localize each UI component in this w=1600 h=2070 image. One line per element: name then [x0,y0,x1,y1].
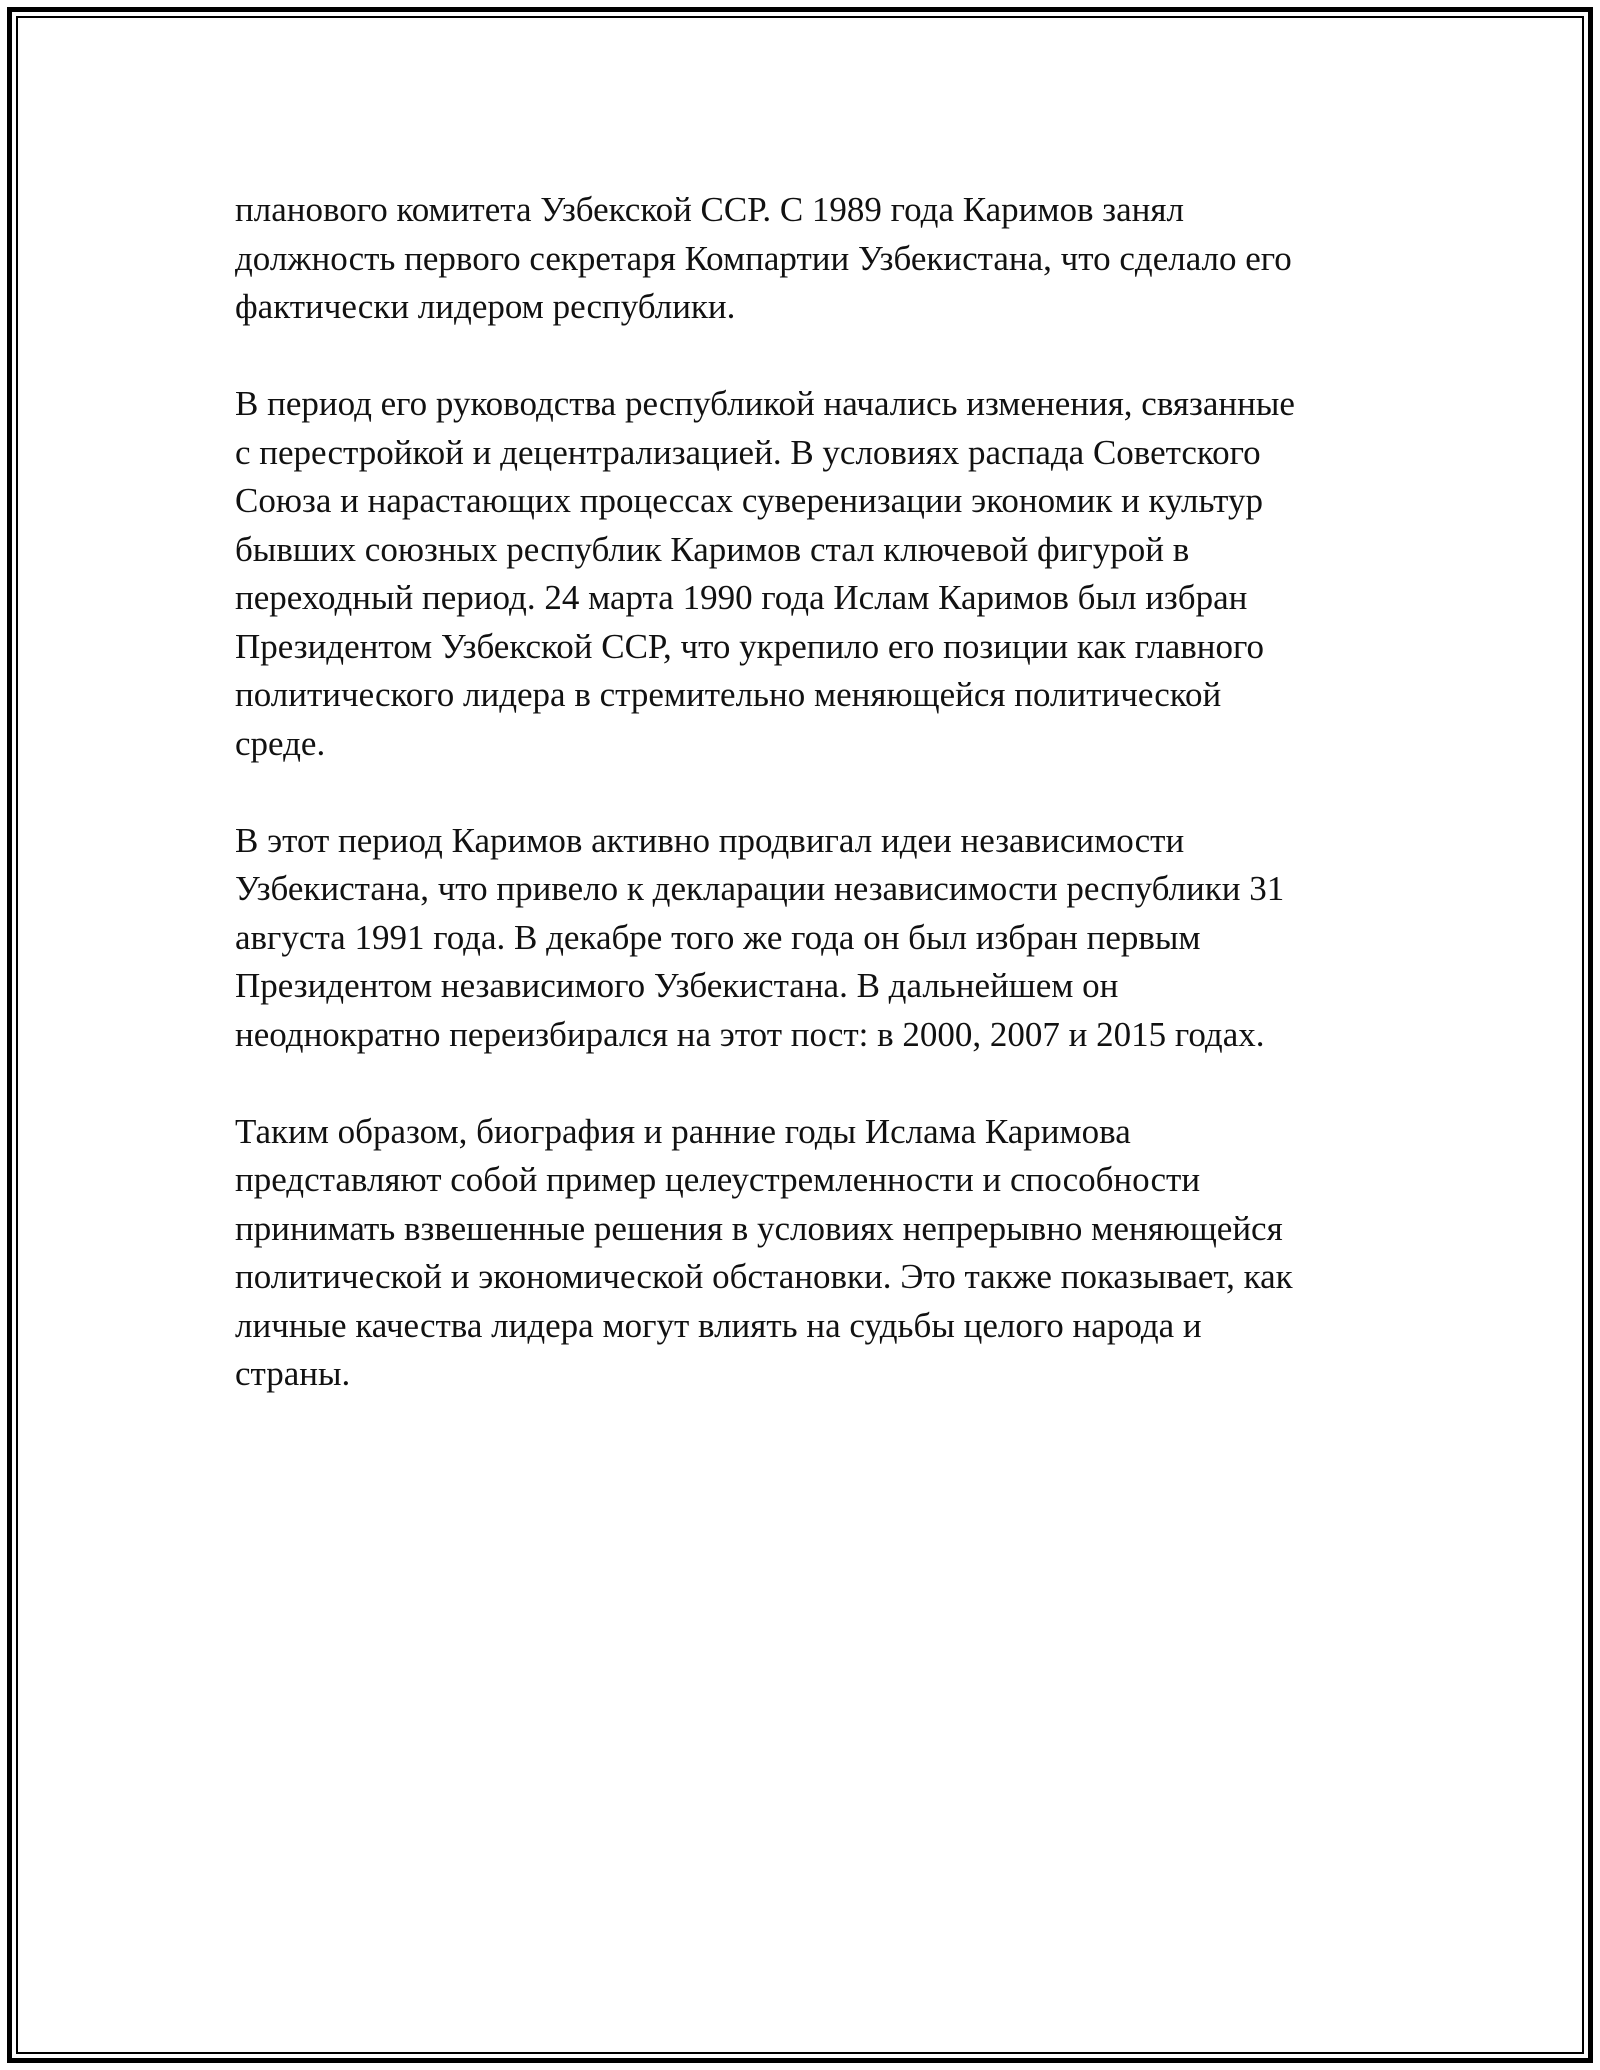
paragraph-3: В этот период Каримов активно продвигал идеи независимости Узбекистана, что привело к декларации независимости республики 31 августа 1991 года. В декабре того же года он был избран первым Президентом независимого Узбекистана. В дальнейшем он неоднократно переизбирался на этот пост: в 2000, 2007 и 2015 годах. [235,820,1285,1054]
paragraph-2: В период его руководства республикой начались изменения, связанные с перестройкой и децентрализацией. В условиях распада Советского Союза и нарастающих процессах суверенизации экономик и культур бывших союзных республик Каримов стал ключевой фигурой в переходный период. 24 марта 1990 года Ислам Каримов был избран Президентом Узбекской ССР, что укрепило его позиции как главного политического лидера в стремительно меняющейся политической среде. [235,384,1295,763]
paragraph-4: Таким образом, биография и ранние годы Ислама Каримова представляют собой пример целеустремленности и способности принимать взвешенные решения в условиях непрерывно меняющейся политической и экономической обстановки. Это также показывает, как личные качества лидера могут влиять на судьбы целого народа и страны. [235,1111,1293,1393]
document-body [235,186,1365,1447]
paragraph-1: планового комитета Узбекской ССР. С 1989 года Каримов занял должность первого секретаря Компартии Узбекистана, что сделало его фактически лидером республики. [235,190,1292,326]
